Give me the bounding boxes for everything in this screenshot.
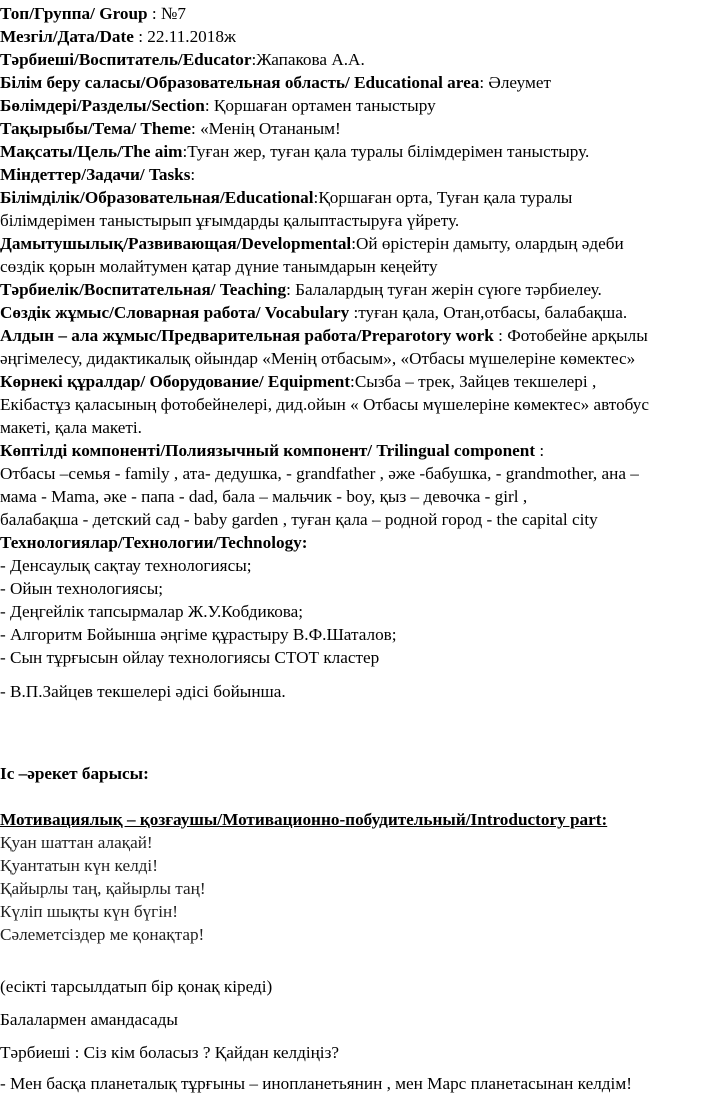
educational-line bbox=[0, 186, 704, 209]
theme-value: : «Менің Отананым! bbox=[191, 119, 341, 138]
technology-item: - Ойын технологиясы; bbox=[0, 579, 164, 598]
motivation-heading: Мотивациялық – қозғаушы/Мотивационно-побудительный/Introductory part: bbox=[0, 810, 608, 829]
technology-item: - Алгоритм Бойынша әңгіме құрастыру В.Ф.Шаталов; bbox=[0, 625, 397, 644]
vocabulary-line bbox=[0, 301, 704, 324]
group-line bbox=[0, 2, 704, 25]
preparatory-cont: әңгімелесу, дидактикалық ойындар «Менің отбасым», «Отбасы мүшелеріне көмектес» bbox=[0, 349, 636, 368]
trilingual-line bbox=[0, 439, 704, 462]
trilingual-label: Көптілді компоненті/Полиязычный компонент/ Trilingual component bbox=[0, 441, 536, 460]
date-value: : 22.11.2018ж bbox=[133, 27, 236, 46]
note-line: - Мен басқа планеталық тұрғыны – инопланетьянин , мен Марс планетасынан келдім! bbox=[0, 1074, 632, 1093]
teaching-line bbox=[0, 278, 704, 301]
technology-item: - Денсаулық сақтау технологиясы; bbox=[0, 556, 252, 575]
technology-item: - Сын тұрғысын ойлау технологиясы СТОТ кластер bbox=[0, 648, 380, 667]
educator-value: :Жапакова А.А. bbox=[251, 50, 365, 69]
section-label: Бөлімдері/Разделы/Section bbox=[0, 96, 205, 115]
developmental-line bbox=[0, 232, 704, 255]
area-label: Білім беру саласы/Образовательная область/ Educational area bbox=[0, 73, 480, 92]
theme-label: Тақырыбы/Тема/ Theme bbox=[0, 119, 192, 138]
educational-value: :Қоршаған орта, Туған қала туралы bbox=[313, 188, 573, 207]
vocabulary-label: Сөздік жұмыс/Словарная работа/ Vocabulary bbox=[0, 303, 350, 322]
trilingual-line-3: балабақша - детский сад - baby garden , туған қала – родной город - the capital city bbox=[0, 510, 598, 529]
technology-heading: Технологиялар/Технологии/Technology: bbox=[0, 533, 308, 552]
aim-value: :Туған жер, туған қала туралы білімдерімен таныстыру. bbox=[182, 142, 590, 161]
section-value: : Қоршаған ортамен таныстыру bbox=[204, 96, 436, 115]
group-label: Топ/Группа/ Group bbox=[0, 4, 148, 23]
equipment-line bbox=[0, 370, 704, 393]
technology-item: - Деңгейлік тапсырмалар Ж.У.Кобдикова; bbox=[0, 602, 304, 621]
poem-line: Қуан шаттан алақай! bbox=[0, 833, 153, 852]
teaching-value: : Балалардың туған жерін сүюге тәрбиелеу. bbox=[286, 280, 602, 299]
preparatory-line bbox=[0, 324, 704, 347]
equipment-cont-1: Екібастұз қаласының фотобейнелері, дид.ойын « Отбасы мүшелеріне көмектес» автобус bbox=[0, 395, 649, 414]
trilingual-line-1: Отбасы –семья - family , ата- дедушка, - grandfather , әже -бабушка, - grandmother, ана – bbox=[0, 464, 639, 483]
group-value: : №7 bbox=[147, 4, 186, 23]
aim-line bbox=[0, 140, 704, 163]
activity-heading: Іс –әрекет барысы: bbox=[0, 764, 149, 783]
trilingual-line-2: мама - Mama, әке - папа - dad, бала – мальчик - boy, қыз – девочка - girl , bbox=[0, 487, 528, 506]
area-line bbox=[0, 71, 704, 94]
equipment-cont-2: макеті, қала макеті. bbox=[0, 418, 142, 437]
date-line bbox=[0, 25, 704, 48]
note-line: (есікті тарсылдатып бір қонақ кіреді) bbox=[0, 977, 273, 996]
section-line bbox=[0, 94, 704, 117]
aim-label: Мақсаты/Цель/The aim bbox=[0, 142, 183, 161]
educator-label: Тәрбиеші/Воспитатель/Educator bbox=[0, 50, 252, 69]
note-line: Балалармен амандасады bbox=[0, 1010, 178, 1029]
educational-cont: білімдерімен таныстырып ұғымдарды қалыптастыруға үйрету. bbox=[0, 211, 460, 230]
poem-line: Қайырлы таң, қайырлы таң! bbox=[0, 879, 206, 898]
trilingual-value: : bbox=[535, 441, 545, 460]
tasks-label: Міндеттер/Задачи/ Tasks bbox=[0, 165, 191, 184]
poem-line: Сәлеметсіздер ме қонақтар! bbox=[0, 925, 205, 944]
tasks-value: : bbox=[190, 165, 196, 184]
preparatory-label: Алдын – ала жұмыс/Предварительная работа/Preparotory work bbox=[0, 326, 494, 345]
teaching-label: Тәрбиелік/Воспитательная/ Teaching bbox=[0, 280, 287, 299]
poem-line: Күліп шықты күн бүгін! bbox=[0, 902, 178, 921]
educational-label: Білімділік/Образовательная/Educational bbox=[0, 188, 314, 207]
tasks-line bbox=[0, 163, 704, 186]
equipment-value: :Сызба – трек, Зайцев текшелері , bbox=[350, 372, 597, 391]
note-line: Тәрбиеші : Сіз кім боласыз ? Қайдан келдіңіз? bbox=[0, 1043, 339, 1062]
technology-extra: - В.П.Зайцев текшелері әдісі бойынша. bbox=[0, 682, 286, 701]
educator-line bbox=[0, 48, 704, 71]
developmental-label: Дамытушылық/Развивающая/Developmental bbox=[0, 234, 352, 253]
area-value: : Әлеумет bbox=[479, 73, 551, 92]
preparatory-value: : Фотобейне арқылы bbox=[493, 326, 648, 345]
poem-line: Қуантатын күн келді! bbox=[0, 856, 158, 875]
date-label: Мезгіл/Дата/Date bbox=[0, 27, 134, 46]
vocabulary-value: :туған қала, Отан,отбасы, балабақша. bbox=[349, 303, 628, 322]
theme-line bbox=[0, 117, 704, 140]
equipment-label: Көрнекі құралдар/ Оборудование/ Equipment bbox=[0, 372, 351, 391]
developmental-cont: сөздік қорын молайтумен қатар дүние танымдарын кеңейту bbox=[0, 257, 438, 276]
developmental-value: :Ой өрістерін дамыту, олардың әдеби bbox=[351, 234, 624, 253]
